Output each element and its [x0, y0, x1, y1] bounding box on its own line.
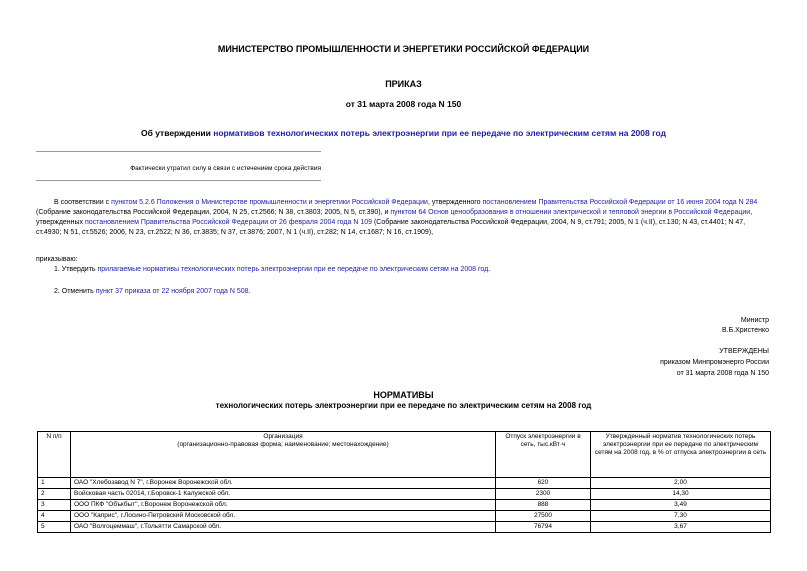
cell-number: 1	[38, 478, 71, 489]
cell-supply: 27500	[496, 511, 591, 522]
cell-norm: 2,00	[591, 478, 771, 489]
header-norm: Утвержденный норматив технологических потерь электроэнергии при ее передаче по электрическим сетям на 2008 год, в % от отпуска электроэнергии в сеть	[591, 432, 771, 478]
preamble-link-decree-284[interactable]: постановлением Правительства Российской Федерации от 16 июня 2004 года N 284	[482, 199, 758, 206]
header-organization-title: Организация	[263, 433, 303, 440]
cell-supply: 76794	[496, 522, 591, 533]
ministry-heading: МИНИСТЕРСТВО ПРОМЫШЛЕННОСТИ И ЭНЕРГЕТИКИ РОССИЙСКОЙ ФЕДЕРАЦИИ	[217, 44, 590, 54]
approval-line-3: от 31 марта 2008 года N 150	[676, 370, 769, 377]
preamble-link-decree-109[interactable]: постановлением Правительства Российской Федерации от 26 февраля 2004 года N 109	[85, 219, 372, 226]
preamble-text: , утвержденного	[427, 199, 483, 206]
norms-title: НОРМАТИВЫ	[373, 390, 434, 400]
title-link[interactable]: нормативов технологических потерь электроэнергии при ее передаче по электрическим сетям на 2008 год	[213, 128, 666, 138]
order-item-2	[54, 287, 771, 297]
document-type: ПРИКАЗ	[385, 79, 422, 89]
preamble-text: (Собрание законодательства Российской Федерации, 2004, N 9, ст.791; 2005, N 1 (ч.II), ст.130; N 43, ст.4401; N 47, ст.4930; N 51, ст.5526; 2006, N 23, ст.2522; N 36, ст.3835; N 37, ст.3876; 2007, N 1 (ч.II), ст.282; N 14, ст.1687; N 16, ст.1909),	[36, 219, 746, 236]
document-title	[0, 128, 807, 138]
cell-number: 4	[38, 511, 71, 522]
table-row	[38, 522, 771, 533]
title-prefix: Об утверждении	[141, 128, 214, 138]
cell-organization: Войсковая часть 02014, г.Боровск-1 Калужской обл.	[71, 489, 496, 500]
cell-supply: 2300	[496, 489, 591, 500]
cell-norm: 7,30	[591, 511, 771, 522]
signature-position: Министр	[740, 317, 769, 324]
cell-organization: ООО ПКФ "Объкбыт", г.Воронеж Воронежской обл.	[71, 500, 496, 511]
table-row	[38, 478, 771, 489]
norms-subtitle: технологических потерь электроэнергии при ее передаче по электрическим сетям на 2008 год	[215, 401, 592, 410]
bottom-rule	[36, 180, 321, 181]
header-organization	[71, 432, 496, 478]
item-2-link[interactable]: пункт 37 приказа от 22 ноября 2007 года N 508	[95, 288, 249, 295]
table-row	[38, 489, 771, 500]
header-supply: Отпуск электроэнергии в сеть, тыс.кВт·ч	[496, 432, 591, 478]
document-date: от 31 марта 2008 года N 150	[345, 99, 462, 109]
cell-supply: 620	[496, 478, 591, 489]
approval-line-2: приказом Минпромэнерго России	[660, 359, 769, 366]
cell-organization: ОАО "Волгоцеммаш", г.Тольятти Самарской обл.	[71, 522, 496, 533]
preamble-link-pricing[interactable]: пунктом 64 Основ ценообразования в отношении электрической и тепловой энергии в Российской Федерации	[390, 209, 751, 216]
order-word: приказываю:	[36, 256, 78, 263]
table-header-row	[38, 432, 771, 478]
preamble-text: , утвержденных	[36, 209, 753, 226]
order-item-1	[54, 265, 771, 275]
preamble-text: (Собрание законодательства Российской Федерации, 2004, N 25, ст.2566; N 38, ст.3803; 2005, N 5, ст.390), и	[36, 209, 391, 216]
cell-organization: ОАО "Хлебозавод N 7", г.Воронеж Воронежской обл.	[71, 478, 496, 489]
table-row	[38, 500, 771, 511]
item-text: 1. Утвердить	[54, 266, 98, 273]
top-rule	[36, 151, 321, 152]
cell-number: 2	[38, 489, 71, 500]
norms-table	[37, 431, 771, 533]
item-text: .	[248, 288, 251, 295]
table-row	[38, 511, 771, 522]
cell-number: 5	[38, 522, 71, 533]
cell-norm: 14,30	[591, 489, 771, 500]
status-note: Фактически утратил силу в связи с истечением срока действия	[130, 165, 321, 172]
cell-number: 3	[38, 500, 71, 511]
signature-name: В.Б.Христенко	[721, 327, 769, 334]
preamble-text: В соответствии с	[54, 199, 112, 206]
item-1-link[interactable]: прилагаемые нормативы технологических потерь электроэнергии при ее передаче по электрическим сетям на 2008 год	[97, 266, 489, 273]
preamble-paragraph	[36, 198, 771, 238]
approval-line-1: УТВЕРЖДЕНЫ	[719, 348, 769, 355]
header-organization-note: (организационно-правовая форма; наименование; местонахождение)	[177, 441, 389, 448]
item-text: .	[488, 266, 491, 273]
item-text: 2. Отменить	[54, 288, 96, 295]
header-number: N п/п	[38, 432, 71, 478]
preamble-link-regulation[interactable]: пунктом 5.2.6 Положения о Министерстве промышленности и энергетики Российской Федерации	[111, 199, 428, 206]
cell-supply: 888	[496, 500, 591, 511]
cell-norm: 3,67	[591, 522, 771, 533]
cell-organization: ООО "Каприс", г.Лосино-Петровский Московской обл.	[71, 511, 496, 522]
cell-norm: 3,49	[591, 500, 771, 511]
